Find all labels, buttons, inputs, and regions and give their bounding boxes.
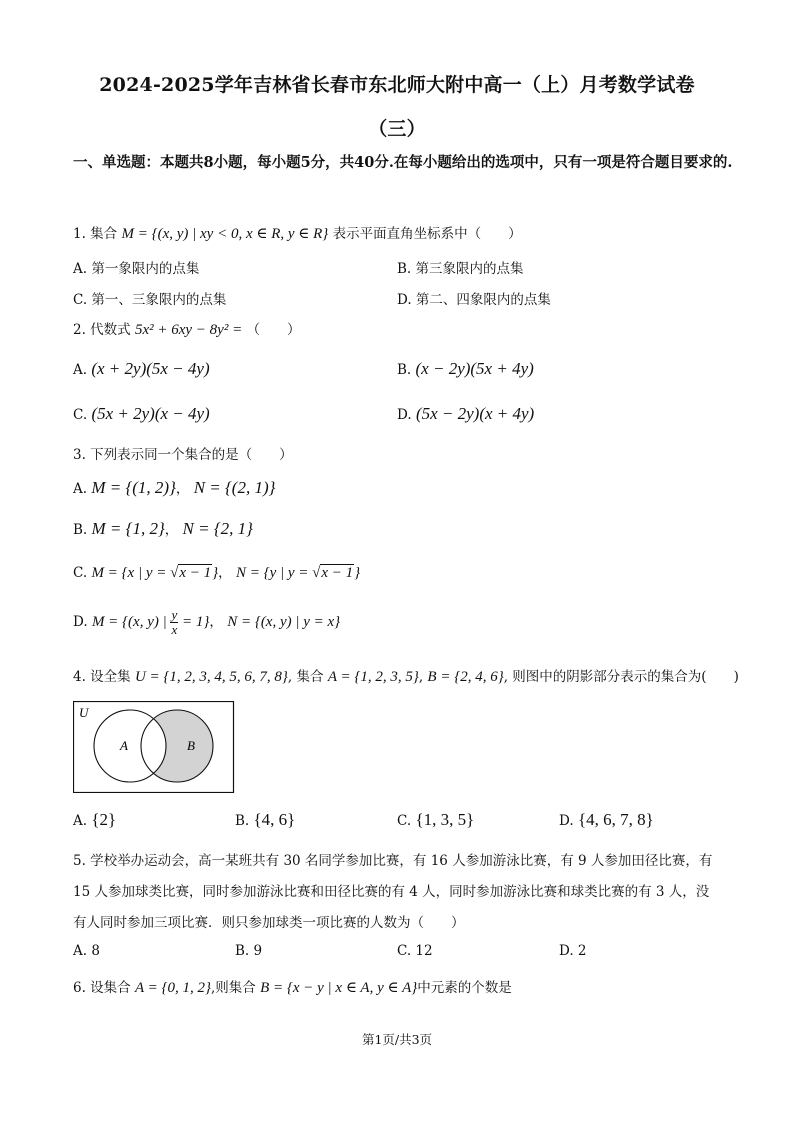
option-label: C. [397,813,412,829]
question-4-option-d [559,810,654,830]
question-4-option-a [73,810,116,830]
exam-title-suffix: （三） [368,118,426,140]
set-n-prefix: N = {y | y = [235,565,313,581]
question-4-option-c [397,810,474,830]
option-expr: {2} [91,810,117,829]
question-2-option-b [397,359,534,379]
question-2-number: 2. 代数式 [73,322,131,338]
question-5-line-2: 15 人参加球类比赛，同时参加游泳比赛和田径比赛的有 4 人，同时参加游泳比赛和球类比赛的有 3 人，没 [73,884,710,900]
option-expr: {4, 6} [253,810,296,829]
set-b: B = {2, 4, 6} [427,669,504,685]
question-5-option-b: B. 9 [235,943,263,959]
option-label: B. [235,813,250,829]
set-b: B = {x − y | x ∈ A, y ∈ A} [260,980,418,996]
radicand: x − 1 [321,565,354,581]
set-m-suffix: } [212,565,219,581]
question-1-number: 1. 集合 [73,226,118,242]
option-expr: (x − 2y)(5x + 4y) [415,359,534,378]
option-expr: (5x + 2y)(x − 4y) [91,404,210,423]
option-label: C. [73,565,88,581]
section-heading: 一、单选题：本题共8小题，每小题5分，共40分.在每小题给出的选项中，只有一项是符合题目要求的. [73,154,733,171]
option-label: B. [73,522,88,538]
question-2-option-d [397,404,534,424]
set-m: M = {1, 2} [91,519,165,538]
question-4-option-b [235,810,295,830]
radicand: x − 1 [179,565,212,581]
separator: ， [218,565,232,581]
question-1-stem [73,222,522,243]
set-m-prefix: M = {x | y = [91,565,171,581]
question-1-option-a: A. 第一象限内的点集 [73,261,200,277]
option-label: C. [73,407,88,423]
universal-set: U = {1, 2, 3, 4, 5, 6, 7, 8} [134,669,288,685]
venn-label-a: A [120,738,128,753]
question-4-stem [73,665,739,686]
separator: ， [209,614,223,630]
connector: , [418,669,424,685]
question-2-option-a [73,359,210,379]
connector: , 集合 [287,669,324,685]
fraction-denominator: x [171,622,178,637]
question-3-stem: 3. 下列表示同一个集合的是（ ） [73,447,293,463]
question-6-tail: 中元素的个数是 [417,980,512,996]
option-expr: (x + 2y)(5x − 4y) [91,359,210,378]
question-2-tail: （ ） [246,322,301,338]
question-4-tail: , 则图中的阴影部分表示的集合为( ) [503,669,739,685]
option-label: A. [73,481,88,497]
set-m-prefix: M = {(x, y) | [91,614,171,630]
question-5-line-3: 有人同时参加三项比赛．则只参加球类一项比赛的人数为（ ） [73,915,465,931]
set-n: N = {2, 1} [182,519,253,538]
question-1-option-d: D. 第二、四象限内的点集 [397,292,551,308]
question-5-option-d: D. 2 [559,943,587,959]
question-4-number: 4. 设全集 [73,669,131,685]
option-label: A. [73,362,88,378]
option-expr: (5x − 2y)(x + 4y) [415,404,535,423]
connector: ,则集合 [210,980,256,996]
question-3-option-d [73,608,340,637]
question-5-option-c: C. 12 [397,943,433,959]
set-m: M = {(1, 2)} [91,478,176,497]
option-label: A. [73,813,88,829]
set-m-suffix: = 1} [178,614,210,630]
option-expr: {4, 6, 7, 8} [577,810,654,829]
question-1-tail: 表示平面直角坐标系中（ ） [332,226,522,242]
separator: ， [164,522,179,538]
question-6-stem [73,976,512,997]
exam-title: 2024-2025学年吉林省长春市东北师大附中高一（上）月考数学试卷 [99,74,695,96]
venn-label-b: B [187,738,195,753]
question-1-set-expr: M = {(x, y) | xy < 0, x ∈ R, y ∈ R} [121,226,329,242]
question-3-option-a [73,477,275,498]
fraction-numerator: y [171,607,178,622]
question-1-option-b: B. 第三象限内的点集 [397,261,524,277]
question-2-stem [73,318,301,339]
option-expr: {1, 3, 5} [415,810,475,829]
option-label: D. [559,813,574,829]
question-1-option-c: C. 第一、三象限内的点集 [73,292,227,308]
set-a: A = {1, 2, 3, 5} [327,669,419,685]
question-3-option-b [73,518,253,539]
set-n: N = {(2, 1)} [193,478,276,497]
question-5-line-1: 5. 学校举办运动会，高一某班共有 30 名同学参加比赛，有 16 人参加游泳比赛，有 9 人参加田径比赛，有 [73,853,713,869]
option-label: B. [397,362,412,378]
question-2-option-c [73,404,210,424]
question-3-option-c: C. M = {x | y = √x − 1}， N = {y | y = √x − 1} [73,565,361,581]
question-2-expr: 5x² + 6xy − 8y² = [134,322,243,338]
set-a: A = {0, 1, 2} [134,980,211,996]
set-n-suffix: } [354,565,361,581]
option-label: D. [397,407,412,423]
question-6-number: 6. 设集合 [73,980,131,996]
question-5-option-a: A. 8 [73,943,100,959]
page-footer: 第1页/共3页 [361,1032,433,1047]
separator: ， [175,481,190,497]
venn-diagram [73,701,235,793]
option-label: D. [73,614,88,630]
set-n: N = {(x, y) | y = x} [227,614,341,630]
venn-label-u: U [79,705,89,720]
